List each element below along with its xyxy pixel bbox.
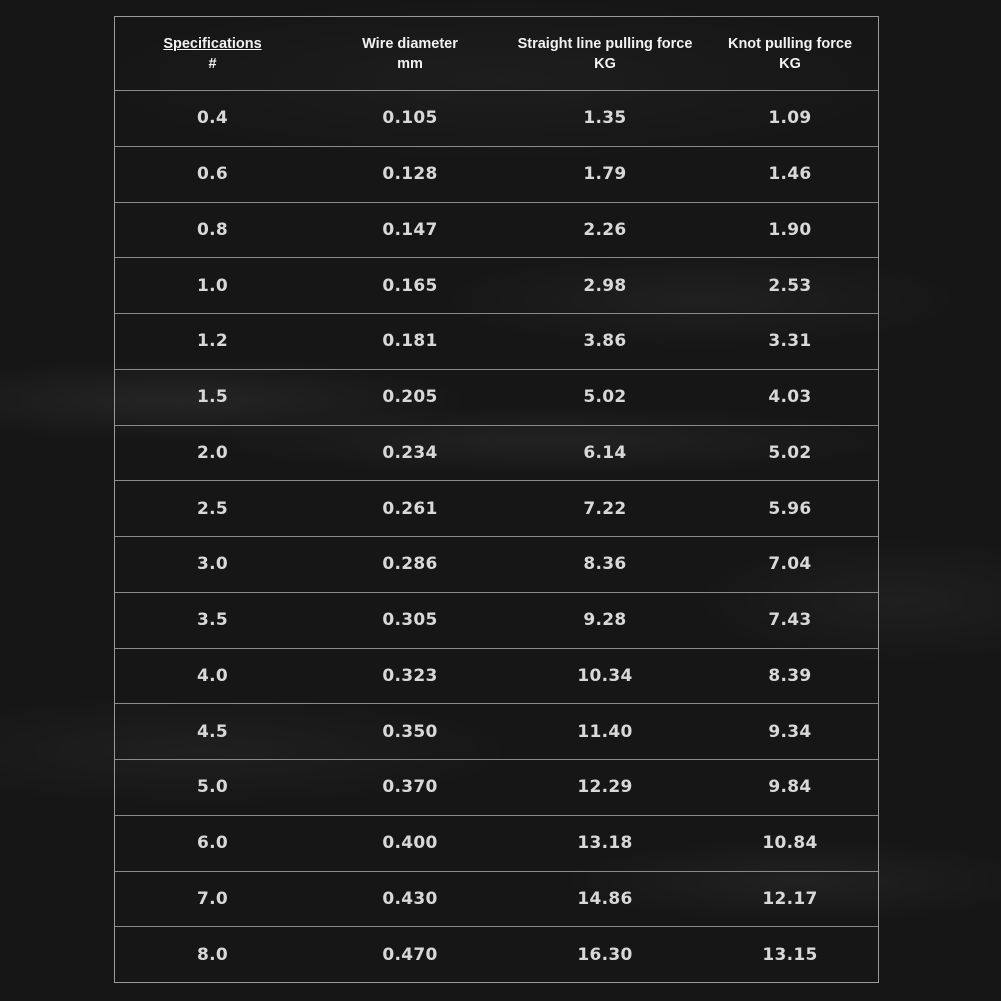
straight-force-cell: 9.28 <box>583 610 627 631</box>
knot-force-cell: 7.43 <box>768 610 812 631</box>
wire-diameter-cell: 0.430 <box>382 888 438 909</box>
header-knot-pulling-force <box>700 34 880 74</box>
straight-force-cell: 1.35 <box>583 108 627 129</box>
knot-force-cell: 13.15 <box>762 944 818 965</box>
header-straight-line-pulling-force <box>510 34 700 74</box>
wire-diameter-cell: 0.234 <box>382 442 438 463</box>
wire-diameter-cell: 0.470 <box>382 944 438 965</box>
table-row <box>115 313 878 369</box>
spec-cell: 1.0 <box>196 275 228 296</box>
knot-force-cell: 1.46 <box>768 164 812 185</box>
knot-force-cell: 2.53 <box>768 275 812 296</box>
header-specifications <box>115 34 310 74</box>
wire-diameter-cell: 0.261 <box>382 498 438 519</box>
table-row <box>115 369 878 425</box>
table-row <box>115 202 878 258</box>
header-specifications-label: Specifications <box>163 35 262 52</box>
table-row <box>115 759 878 815</box>
knot-force-cell: 9.34 <box>768 721 812 742</box>
table-row <box>115 648 878 704</box>
header-wire-diameter-unit: mm <box>397 55 423 72</box>
header-knot-label: Knot pulling force <box>727 35 853 52</box>
straight-force-cell: 6.14 <box>583 442 627 463</box>
spec-cell: 7.0 <box>196 888 228 909</box>
table-row <box>115 926 878 982</box>
spec-cell: 4.0 <box>196 665 228 686</box>
header-straight-line-unit: KG <box>594 55 616 72</box>
header-specifications-unit: # <box>208 55 217 72</box>
spec-cell: 0.4 <box>196 108 228 129</box>
straight-force-cell: 1.79 <box>583 164 627 185</box>
wire-diameter-cell: 0.147 <box>382 219 438 240</box>
wire-diameter-cell: 0.128 <box>382 164 438 185</box>
spec-cell: 1.2 <box>196 331 228 352</box>
table-row <box>115 480 878 536</box>
table-header-row <box>115 17 878 90</box>
knot-force-cell: 1.90 <box>768 219 812 240</box>
spec-cell: 5.0 <box>196 777 228 798</box>
specifications-table <box>114 16 879 983</box>
straight-force-cell: 5.02 <box>583 387 627 408</box>
spec-cell: 0.6 <box>196 164 228 185</box>
wire-diameter-cell: 0.350 <box>382 721 438 742</box>
wire-diameter-cell: 0.323 <box>382 665 438 686</box>
knot-force-cell: 12.17 <box>762 888 818 909</box>
spec-cell: 3.0 <box>196 554 228 575</box>
header-wire-diameter <box>310 34 510 74</box>
wire-diameter-cell: 0.165 <box>382 275 438 296</box>
table-row <box>115 425 878 481</box>
spec-cell: 8.0 <box>196 944 228 965</box>
header-knot-unit: KG <box>779 55 801 72</box>
spec-cell: 1.5 <box>196 387 228 408</box>
straight-force-cell: 3.86 <box>583 331 627 352</box>
wire-diameter-cell: 0.305 <box>382 610 438 631</box>
spec-cell: 2.5 <box>196 498 228 519</box>
table-row <box>115 871 878 927</box>
table-row <box>115 257 878 313</box>
knot-force-cell: 5.96 <box>768 498 812 519</box>
wire-diameter-cell: 0.400 <box>382 833 438 854</box>
wire-diameter-cell: 0.205 <box>382 387 438 408</box>
straight-force-cell: 2.98 <box>583 275 627 296</box>
straight-force-cell: 16.30 <box>577 944 633 965</box>
table-row <box>115 815 878 871</box>
knot-force-cell: 10.84 <box>762 833 818 854</box>
header-wire-diameter-label: Wire diameter <box>362 35 458 52</box>
table-row <box>115 592 878 648</box>
knot-force-cell: 7.04 <box>768 554 812 575</box>
straight-force-cell: 7.22 <box>583 498 627 519</box>
straight-force-cell: 8.36 <box>583 554 627 575</box>
wire-diameter-cell: 0.181 <box>382 331 438 352</box>
wire-diameter-cell: 0.286 <box>382 554 438 575</box>
spec-cell: 0.8 <box>196 219 228 240</box>
spec-cell: 6.0 <box>196 833 228 854</box>
straight-force-cell: 2.26 <box>583 219 627 240</box>
table-row <box>115 90 878 146</box>
straight-force-cell: 11.40 <box>577 721 633 742</box>
straight-force-cell: 12.29 <box>577 777 633 798</box>
table-row <box>115 536 878 592</box>
knot-force-cell: 8.39 <box>768 665 812 686</box>
knot-force-cell: 3.31 <box>768 331 812 352</box>
wire-diameter-cell: 0.105 <box>382 108 438 129</box>
header-straight-line-label: Straight line pulling force <box>517 35 693 52</box>
knot-force-cell: 5.02 <box>768 442 812 463</box>
knot-force-cell: 4.03 <box>768 387 812 408</box>
table-row <box>115 703 878 759</box>
straight-force-cell: 14.86 <box>577 888 633 909</box>
spec-cell: 2.0 <box>196 442 228 463</box>
knot-force-cell: 9.84 <box>768 777 812 798</box>
spec-cell: 3.5 <box>196 610 228 631</box>
wire-diameter-cell: 0.370 <box>382 777 438 798</box>
table-row <box>115 146 878 202</box>
straight-force-cell: 13.18 <box>577 833 633 854</box>
table-body <box>115 90 878 982</box>
spec-cell: 4.5 <box>196 721 228 742</box>
straight-force-cell: 10.34 <box>577 665 633 686</box>
knot-force-cell: 1.09 <box>768 108 812 129</box>
